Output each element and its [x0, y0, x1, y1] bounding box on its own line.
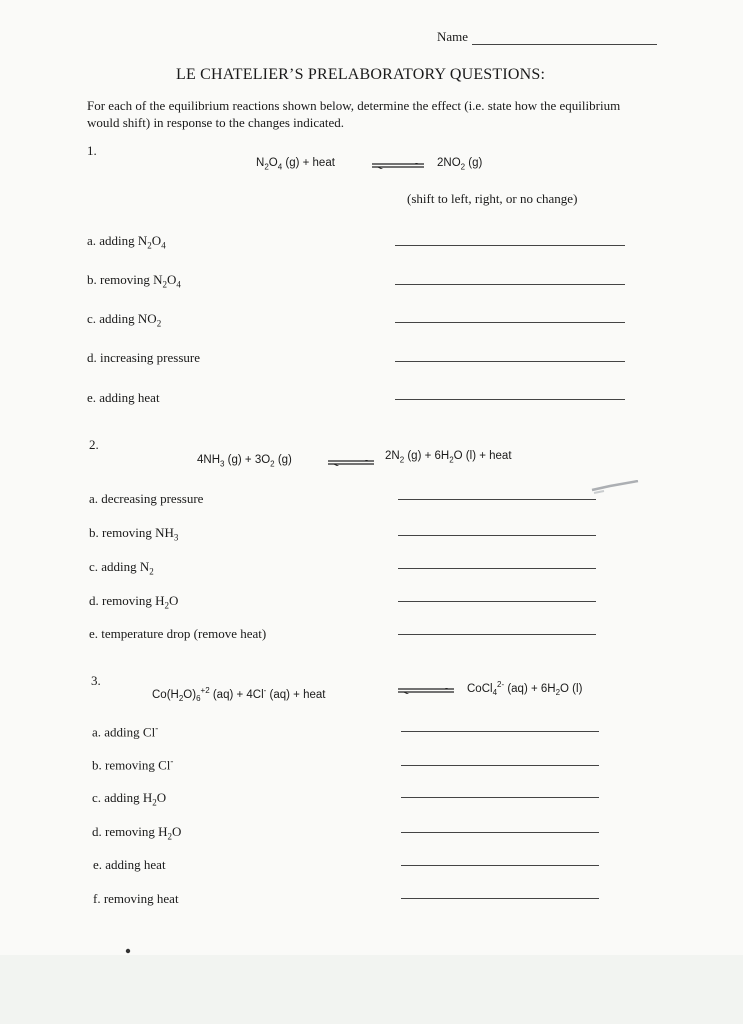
q1-item-d: d. increasing pressure	[87, 350, 200, 365]
name-label: Name	[437, 29, 469, 44]
q3-item-e: e. adding heat	[93, 857, 166, 872]
q2-answer-line-a[interactable]	[398, 499, 596, 500]
q1-item-c: c. adding $NO_2$	[87, 311, 162, 329]
q1-answer-line-e[interactable]	[395, 399, 625, 400]
q2-item-a: a. decreasing pressure	[89, 491, 204, 506]
q1-item-b: b. removing $N_2O_4$	[87, 272, 181, 290]
q3-answer-line-c[interactable]	[401, 797, 599, 798]
q2-item-c: c. adding $N_2$	[89, 559, 154, 577]
pencil-smudge-mark	[590, 480, 640, 494]
q2-item-e: e. temperature drop (remove heat)	[89, 626, 267, 641]
q3-item-c: c. adding $H_2O$	[92, 790, 167, 808]
q3-answer-line-f[interactable]	[401, 898, 599, 899]
scan-bottom-band	[0, 955, 743, 1024]
q2-equation-products: $2N_2$ $(g) + 6H_2O$ (l) + heat	[385, 450, 512, 465]
q3-answer-line-a[interactable]	[401, 731, 599, 732]
q1-item-e: e. adding heat	[87, 390, 160, 405]
q2-answer-line-d[interactable]	[398, 601, 596, 602]
q1-answer-hint: (shift to left, right, or no change)	[407, 191, 578, 206]
question-1-number: 1.	[87, 143, 97, 158]
q1-item-a: a. adding $N_2O_4$	[87, 233, 166, 251]
q3-item-f: f. removing heat	[93, 891, 179, 906]
q2-item-d: d. removing $H_2O$	[89, 593, 179, 611]
ink-speck	[124, 942, 132, 950]
q1-answer-line-d[interactable]	[395, 361, 625, 362]
equilibrium-arrow-icon	[328, 460, 374, 466]
equilibrium-arrow-icon	[372, 163, 424, 169]
q2-equation-reactants: $4NH_3$ $(g) + 3O_2$ (g)	[197, 454, 292, 469]
q3-item-d: d. removing $H_2O$	[92, 824, 182, 842]
q1-answer-line-a[interactable]	[395, 245, 625, 246]
q1-equation-reactants: $N_2O_4$ (g) + heat	[256, 157, 335, 172]
question-2-number: 2.	[89, 437, 99, 452]
q3-equation-reactants: $Co(H_2O)_6^{+2}$ (aq) + 4Cl- (aq) + heat	[152, 686, 326, 704]
q2-answer-line-e[interactable]	[398, 634, 596, 635]
equilibrium-arrow-icon	[398, 688, 454, 694]
page-title: LE CHATELIER’S PRELABORATORY QUESTIONS:	[176, 66, 546, 83]
q1-equation-products: $2NO_2$ (g)	[437, 157, 483, 172]
q2-answer-line-b[interactable]	[398, 535, 596, 536]
q3-answer-line-e[interactable]	[401, 865, 599, 866]
q3-item-b: b. removing Cl-	[92, 756, 174, 773]
q3-equation-products: CoCl$_4^{2-}$ $(aq) + 6H_2O$ (l)	[467, 680, 583, 698]
q3-item-a: a. adding Cl-	[92, 723, 159, 740]
instructions: For each of the equilibrium reactions shown below, determine the effect (i.e. state how the equilibrium would shift) in response to the changes indicated.	[87, 98, 621, 130]
q2-answer-line-c[interactable]	[398, 568, 596, 569]
question-3-number: 3.	[91, 673, 101, 688]
q3-answer-line-d[interactable]	[401, 832, 599, 833]
q1-answer-line-c[interactable]	[395, 322, 625, 323]
q1-answer-line-b[interactable]	[395, 284, 625, 285]
q2-item-b: b. removing $NH_3$	[89, 525, 179, 543]
name-field-line[interactable]	[472, 44, 657, 45]
q3-answer-line-b[interactable]	[401, 765, 599, 766]
